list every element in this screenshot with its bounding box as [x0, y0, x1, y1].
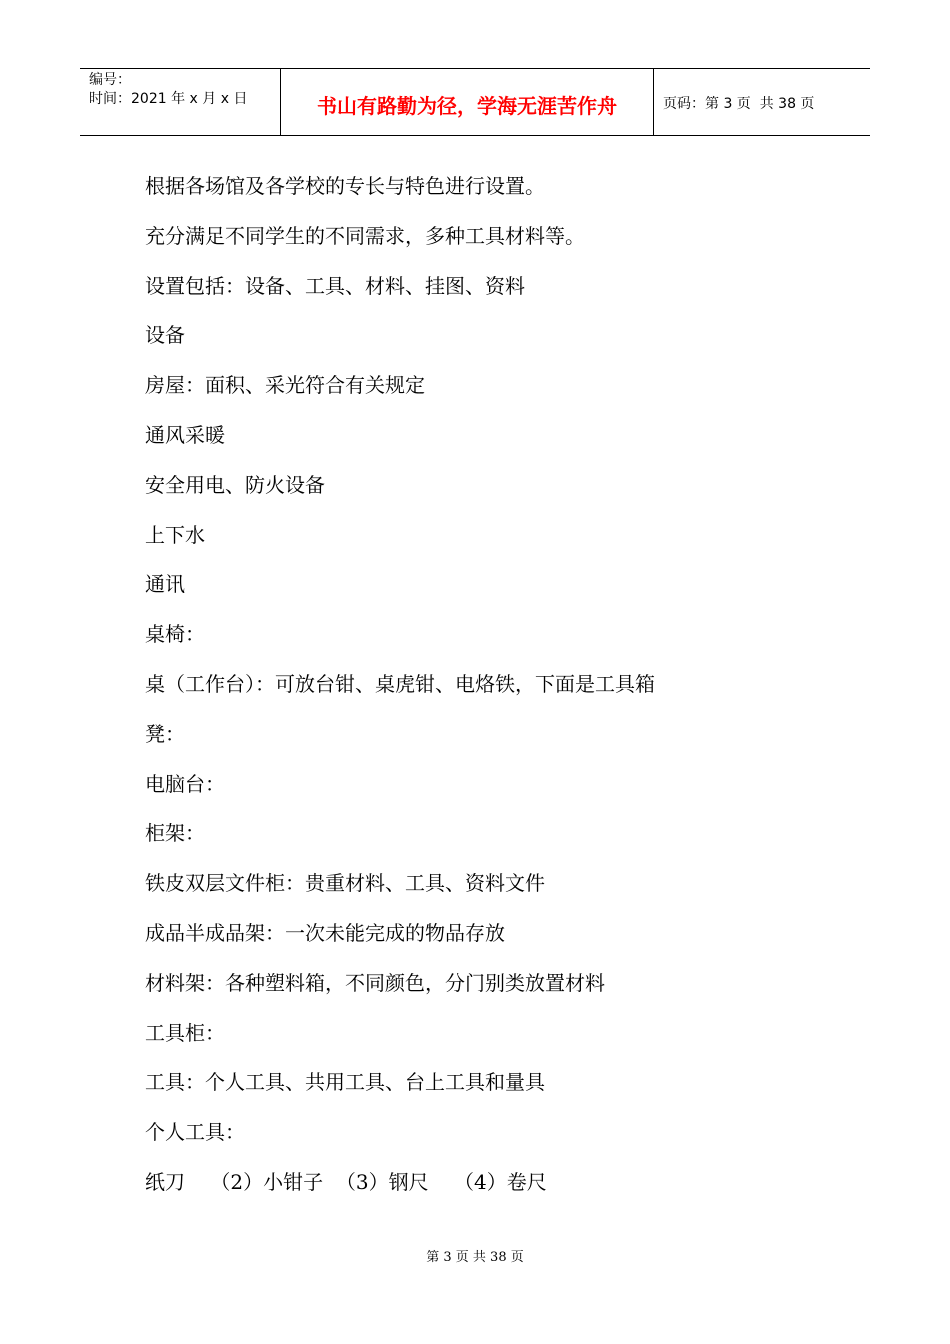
body-line: 通风采暖 — [145, 422, 225, 447]
body-line: 纸刀 （2）小钳子 （3）钢尺 （4）卷尺 — [145, 1169, 547, 1194]
body-line: 材料架：各种塑料箱，不同颜色，分门别类放置材料 — [145, 970, 605, 995]
body-line: 上下水 — [145, 522, 205, 547]
body-line: 桌（工作台）：可放台钳、桌虎钳、电烙铁，下面是工具箱 — [145, 671, 655, 696]
page-info-text: 页码：第 3 页 共 38 页 — [663, 96, 815, 112]
page-footer: 第 3 页 共 38 页 — [426, 1250, 524, 1265]
body-line: 铁皮双层文件柜：贵重材料、工具、资料文件 — [145, 871, 545, 896]
time-label: 时间：2021 年 x 月 x 日 — [89, 91, 248, 107]
body-line: 柜架： — [145, 821, 205, 846]
number-label: 编号： — [89, 72, 131, 88]
body-line: 设置包括：设备、工具、材料、挂图、资料 — [145, 273, 525, 298]
body-line: 设备 — [145, 323, 185, 348]
body-line: 成品半成品架：一次未能完成的物品存放 — [145, 920, 505, 945]
body-line: 安全用电、防火设备 — [145, 472, 325, 497]
body-line: 电脑台： — [145, 771, 225, 796]
body-line: 个人工具： — [145, 1120, 245, 1145]
document-body — [145, 170, 845, 1216]
body-line: 凳： — [145, 721, 185, 746]
header-meta — [80, 69, 281, 135]
body-line: 通讯 — [145, 572, 185, 597]
body-line: 充分满足不同学生的不同需求，多种工具材料等。 — [145, 223, 585, 248]
body-line: 工具：个人工具、共用工具、台上工具和量具 — [145, 1070, 545, 1095]
body-line: 房屋：面积、采光符合有关规定 — [145, 373, 425, 398]
header-page-info — [654, 69, 870, 135]
body-line: 桌椅： — [145, 622, 205, 647]
body-line: 根据各场馆及各学校的专长与特色进行设置。 — [145, 174, 545, 198]
body-line: 工具柜： — [145, 1020, 225, 1045]
header-motto: 书山有路勤为径，学海无涯苦作舟 — [281, 69, 654, 135]
page-header — [80, 68, 870, 136]
